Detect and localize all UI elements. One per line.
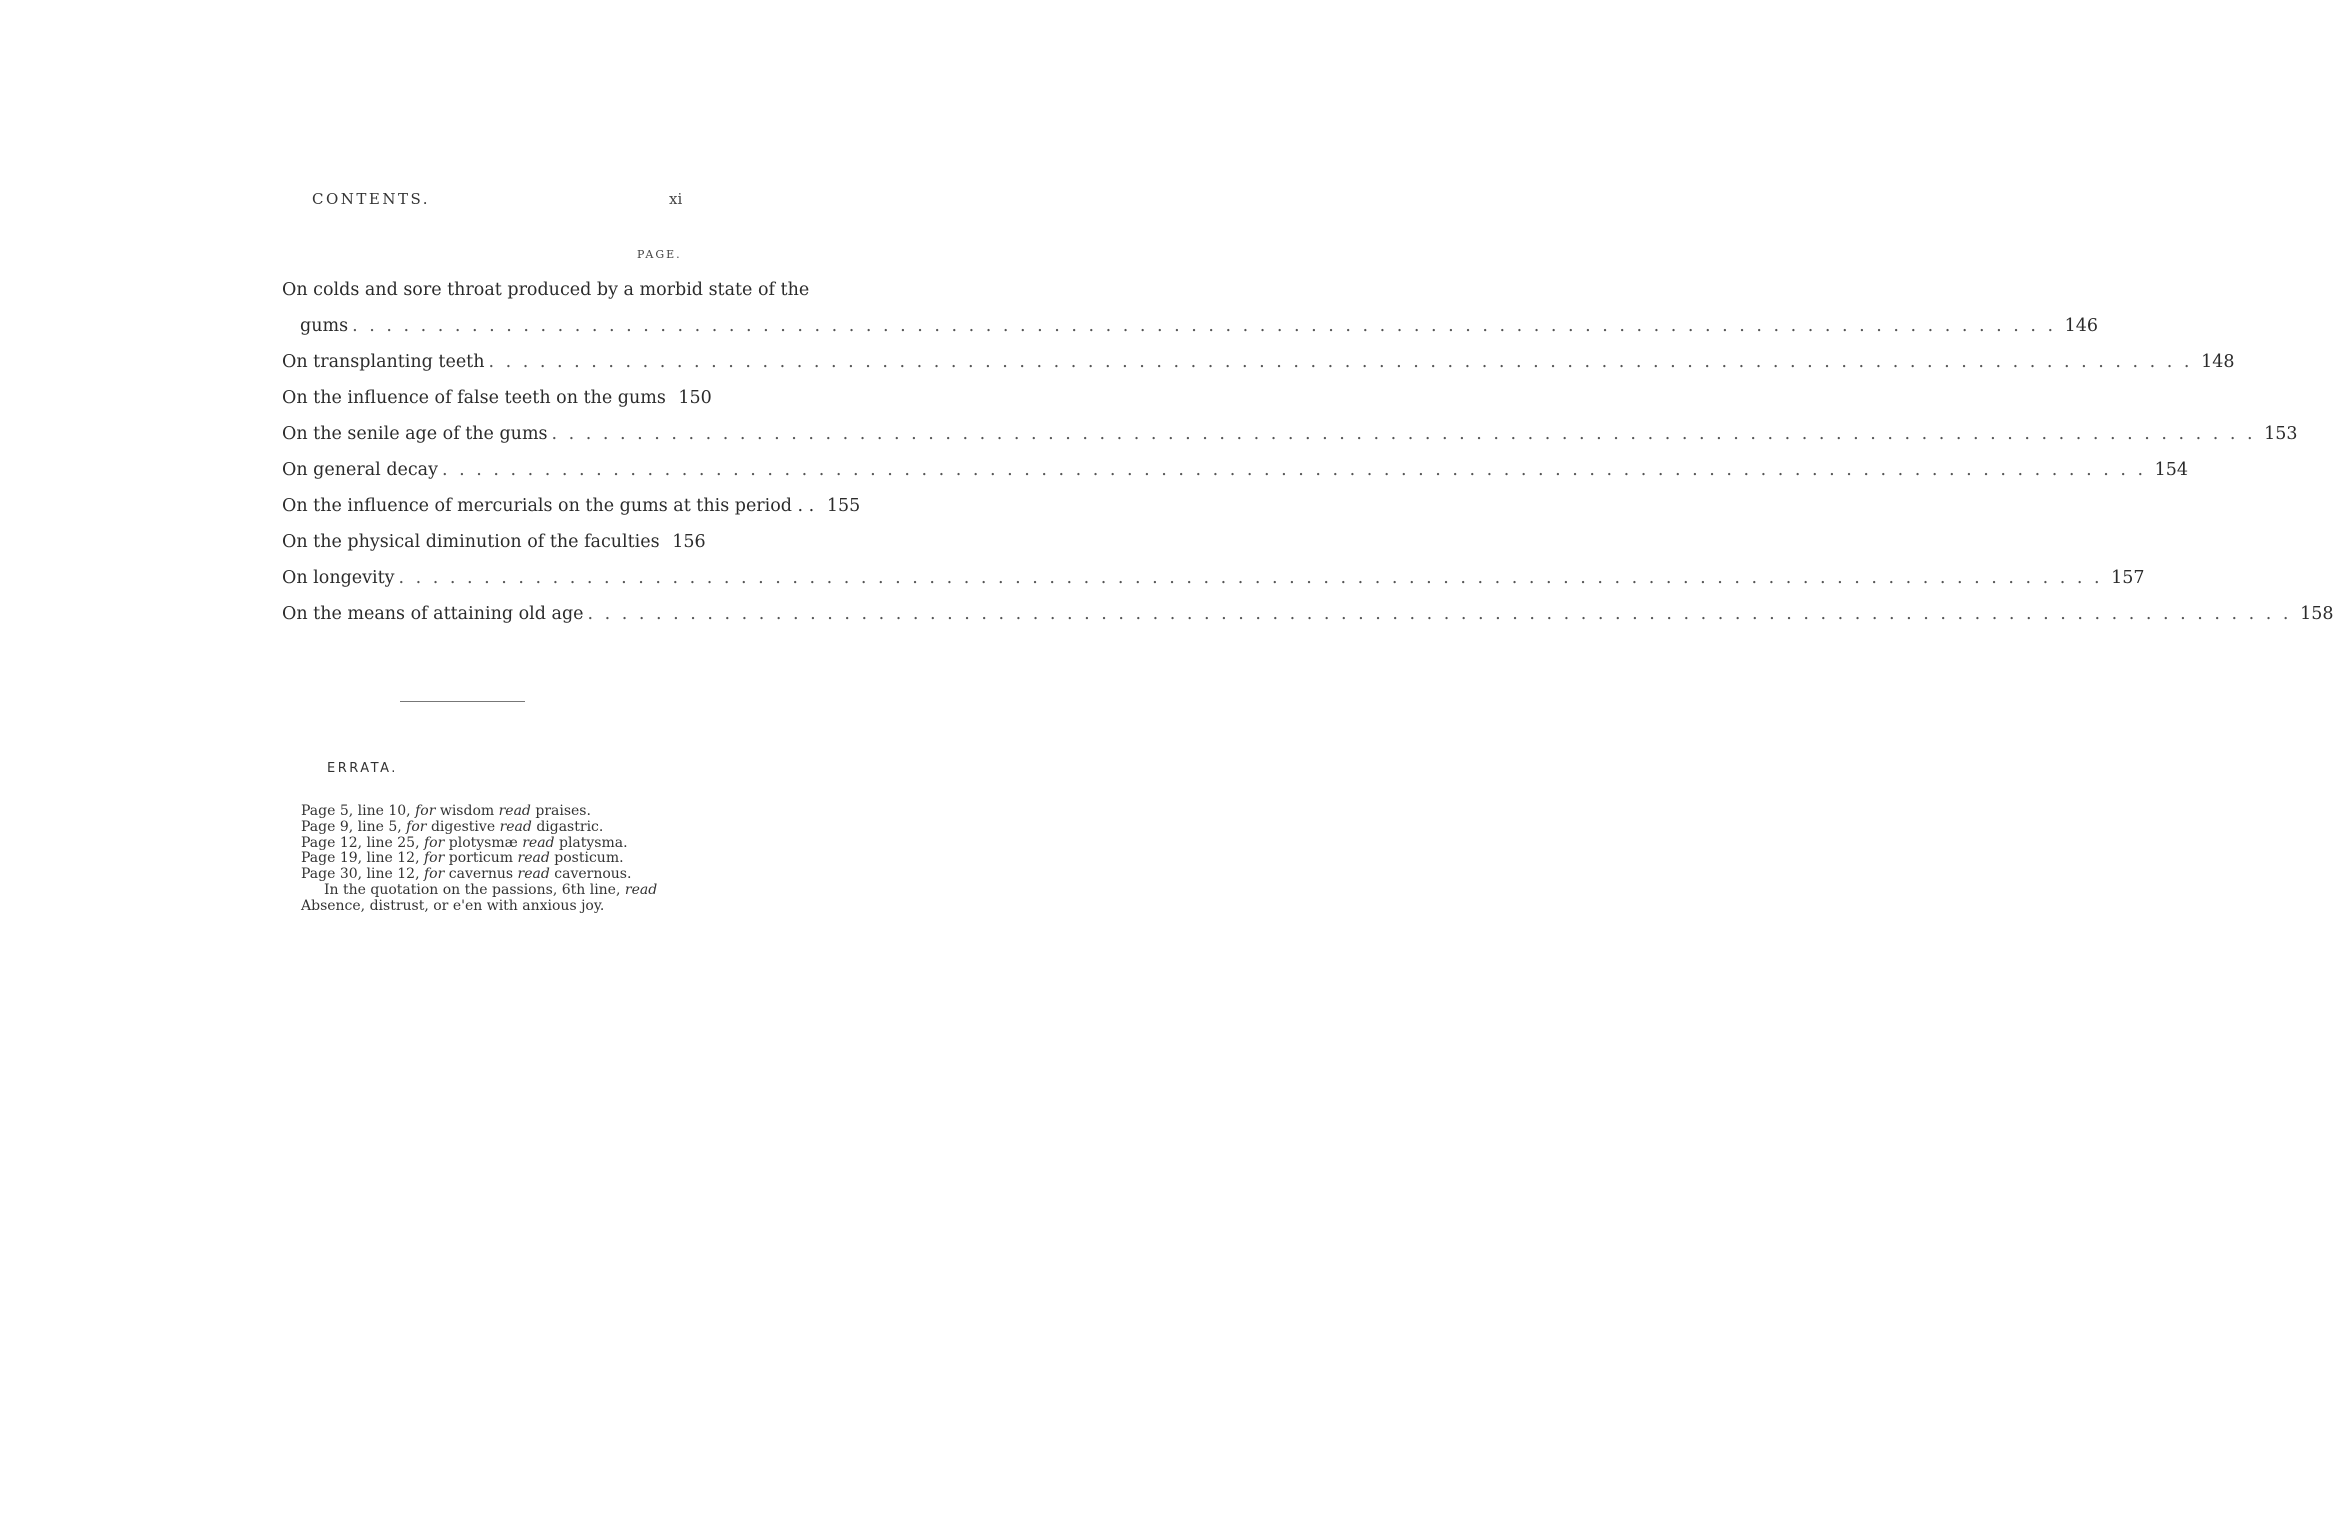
errata-item (301, 820, 701, 836)
toc-page-number: 156 (672, 532, 706, 552)
errata-right: cavernous. (554, 866, 632, 883)
errata-ref: Page 9, line 5, (301, 818, 402, 835)
toc-entry-title: On the means of attaining old age (282, 604, 584, 624)
toc-entry-title: On general decay (282, 460, 439, 480)
dot-leader (352, 308, 2056, 344)
errata-wrong: plotysmæ (448, 834, 518, 851)
errata-ref: Page 5, line 10, (301, 803, 411, 819)
errata-for: for (423, 834, 445, 851)
toc-page-number: 158 (2300, 604, 2334, 624)
toc-entry (282, 416, 2298, 452)
errata-item (301, 867, 701, 883)
errata-wrong: digestive (430, 818, 496, 835)
errata-read: read (499, 818, 532, 835)
toc-entry (282, 308, 2099, 344)
errata-for: for (415, 803, 436, 819)
errata-for: for (423, 866, 445, 883)
table-of-contents (282, 272, 2334, 632)
dot-leader (488, 344, 2192, 380)
errata-wrong: cavernus (448, 866, 514, 883)
toc-entry-title: gums (300, 316, 349, 336)
errata-wrong: porticum (448, 850, 514, 867)
toc-page-number: 146 (2064, 316, 2099, 336)
dot-leader (442, 452, 2146, 488)
page-column-heading: PAGE. (637, 248, 682, 261)
dot-leader (552, 416, 2256, 452)
toc-entry (282, 596, 2334, 632)
toc-entry-title: On the senile age of the gums (282, 424, 548, 444)
toc-entry (282, 344, 2235, 380)
running-title: CONTENTS. (312, 190, 430, 208)
errata-ref: Page 12, line 25, (301, 834, 420, 851)
errata-read: read (517, 866, 550, 883)
toc-entry-title: On the influence of false teeth on the gums (282, 388, 666, 408)
errata-read: read (624, 881, 658, 898)
toc-page-number: 154 (2154, 460, 2189, 480)
toc-entry-line (282, 272, 810, 308)
toc-entry-title: On colds and sore throat produced by a morbid state of the (282, 280, 810, 300)
dot-leader (588, 596, 2292, 632)
errata-right: posticum. (554, 850, 624, 867)
dot-leader (399, 560, 2103, 596)
toc-page-number: 155 (826, 496, 861, 516)
toc-entry (282, 488, 861, 524)
page-number: xi (669, 190, 683, 208)
errata-for: for (406, 818, 427, 835)
toc-page-number: 157 (2111, 568, 2145, 588)
toc-entry-title: On the physical diminution of the faculties (282, 532, 660, 552)
toc-entry (282, 560, 2145, 596)
errata-ref: Page 30, line 12, (301, 866, 420, 883)
errata-read: read (517, 850, 550, 867)
errata-read: read (498, 803, 531, 819)
errata-note (301, 883, 701, 899)
errata-item (301, 836, 701, 852)
toc-entry (282, 380, 712, 416)
errata-read: read (522, 834, 555, 851)
toc-page-number: 150 (678, 388, 712, 408)
toc-entry-title: On longevity (282, 568, 395, 588)
errata-item (301, 804, 701, 820)
toc-page-number: 148 (2201, 352, 2235, 372)
errata-right: digastric. (536, 818, 604, 835)
section-divider (400, 701, 525, 702)
errata-right: platysma. (558, 834, 628, 851)
errata-for: for (423, 850, 445, 867)
running-head (0, 190, 800, 214)
toc-entry-title: On the influence of mercurials on the gums at this period . . (282, 496, 815, 516)
errata-ref: Page 19, line 12, (301, 850, 420, 867)
errata-item (301, 851, 701, 867)
toc-entry (282, 524, 706, 560)
toc-entry (282, 452, 2189, 488)
toc-entry-title: On transplanting teeth (282, 352, 485, 372)
errata-note-quote: Absence, distrust, or e'en with anxious joy. (301, 897, 605, 914)
errata-list (301, 804, 701, 915)
errata-right: praises. (535, 803, 591, 819)
errata-note-text: In the quotation on the passions, 6th line, (324, 881, 621, 898)
errata-wrong: wisdom (439, 803, 495, 819)
errata-heading: ERRATA. (327, 761, 398, 776)
toc-page-number: 153 (2264, 424, 2298, 444)
